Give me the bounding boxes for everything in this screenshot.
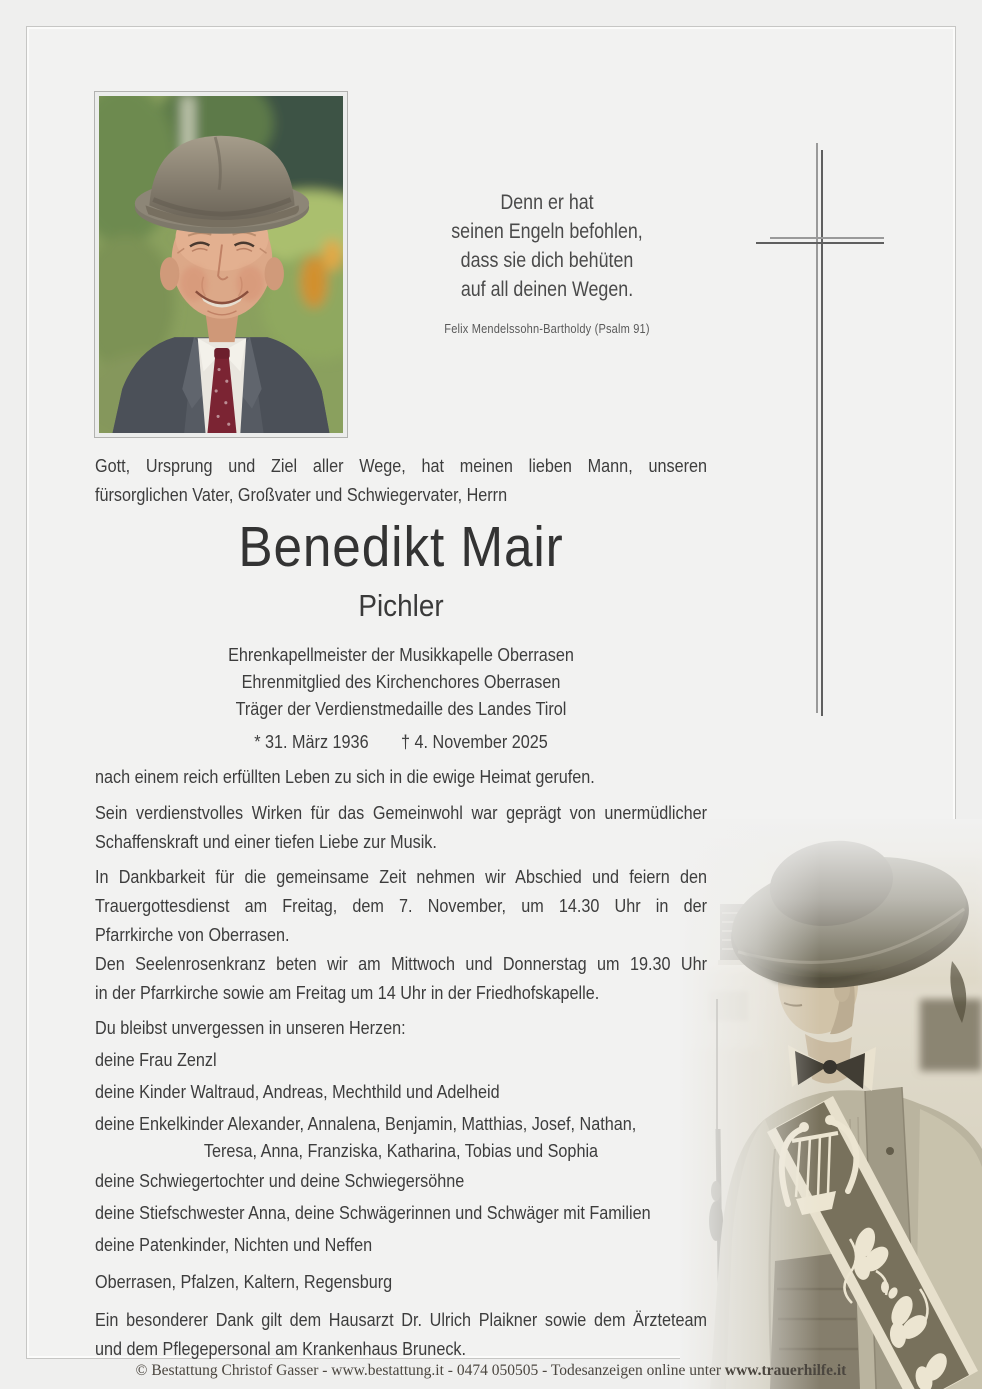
text-line: Ehrenkapellmeister der Musikkapelle Oberrasen (228, 645, 574, 665)
mourner-line: deine Stiefschwester Anna, deine Schwägerinnen und Schwäger mit Familien (95, 1203, 651, 1223)
text-line: Sein verdienstvolles Wirken für das Gemeinwohl war geprägt von unermüdlicher (95, 803, 707, 823)
mourner-item (95, 1046, 707, 1075)
quote-attribution: Felix Mendelssohn-Bartholdy (Psalm 91) (444, 321, 650, 336)
cross-horizontal-line (756, 242, 884, 244)
mourner-item (95, 1110, 707, 1164)
mourners-list (95, 1046, 707, 1260)
deceased-name: Benedikt Mair (238, 515, 564, 579)
cross-vertical-line (821, 150, 823, 716)
text-line: Schaffenskraft und einer tiefen Liebe zur Musik. (95, 832, 437, 852)
mourner-item (95, 1231, 707, 1260)
honors-list (95, 642, 707, 723)
paragraph-merit (95, 799, 707, 857)
text-line: Denn er hat (500, 191, 594, 214)
thanks-paragraph (95, 1306, 707, 1364)
text-line: in der Pfarrkirche sowie am Freitag um 14 Uhr in der Friedhofskapelle. (95, 983, 600, 1003)
called-home-line: nach einem reich erfüllten Leben zu sich in die ewige Heimat gerufen. (95, 767, 595, 787)
mourner-item (95, 1167, 707, 1196)
mourner-line: deine Frau Zenzl (95, 1050, 217, 1070)
text-line: und dem Pflegepersonal am Krankenhaus Bruneck. (95, 1339, 467, 1359)
cross-horizontal-line (770, 237, 884, 239)
text-line: seinen Engeln befohlen, (451, 220, 643, 243)
life-dates (95, 729, 707, 756)
cross-vertical-line (816, 143, 818, 713)
paragraph-rosary (95, 950, 707, 1008)
paragraph-funeral (95, 863, 707, 950)
footer-site-bold: www.trauerhilfe.it (724, 1362, 847, 1379)
memorial-photo-illustration (680, 819, 982, 1389)
portrait-photo (99, 96, 343, 433)
mourner-line: Teresa, Anna, Franziska, Katharina, Tobias und Sophia (203, 1141, 599, 1161)
text-line: Ehrenmitglied des Kirchenchores Oberrasen (241, 672, 561, 692)
mourner-line: deine Schwiegertochter und deine Schwiegersöhne (95, 1171, 465, 1191)
text-line: Ein besonderer Dank gilt dem Hausarzt Dr. Ulrich Plaikner sowie dem Ärzteteam (95, 1310, 707, 1330)
intro-paragraph (95, 452, 707, 510)
text-line: Träger der Verdienstmedaille des Landes Tirol (235, 699, 567, 719)
text-line: Pfarrkirche von Oberrasen. (95, 925, 290, 945)
mourner-item (95, 1199, 707, 1228)
obituary-text-column (95, 452, 707, 1364)
birth-date: * 31. März 1936 (254, 732, 369, 752)
deceased-nickname: Pichler (358, 588, 444, 623)
portrait-illustration (99, 96, 343, 433)
death-date: † 4. November 2025 (400, 732, 548, 752)
quote-block (403, 188, 692, 343)
places-line: Oberrasen, Pfalzen, Kaltern, Regensburg (95, 1272, 393, 1292)
mourner-item (95, 1078, 707, 1107)
text-line: auf all deinen Wegen. (460, 278, 634, 301)
text-line: In Dankbarkeit für die gemeinsame Zeit nehmen wir Abschied und feiern den (95, 867, 707, 887)
footer-text: © Bestattung Christof Gasser - www.bestattung.it - 0474 050505 - Todesanzeigen online unter (135, 1362, 725, 1379)
text-line: Gott, Ursprung und Ziel aller Wege, hat meinen lieben Mann, unseren (95, 456, 707, 476)
footer (0, 1362, 982, 1380)
mourner-line: deine Enkelkinder Alexander, Annalena, Benjamin, Matthias, Josef, Nathan, (95, 1114, 637, 1134)
text-line: Den Seelenrosenkranz beten wir am Mittwoch und Donnerstag um 19.30 Uhr (95, 954, 707, 974)
farewell-heading: Du bleibst unvergessen in unseren Herzen: (95, 1018, 406, 1038)
mourner-line: deine Patenkinder, Nichten und Neffen (95, 1235, 373, 1255)
quote-lines (403, 188, 692, 304)
text-line: dass sie dich behüten (460, 249, 634, 272)
mourner-line: deine Kinder Waltraud, Andreas, Mechthild und Adelheid (95, 1082, 500, 1102)
text-line: Trauergottesdienst am Freitag, dem 7. November, um 14.30 Uhr in der (95, 896, 707, 916)
memorial-photo (680, 819, 982, 1389)
text-line: fürsorglichen Vater, Großvater und Schwiegervater, Herrn (95, 485, 508, 505)
